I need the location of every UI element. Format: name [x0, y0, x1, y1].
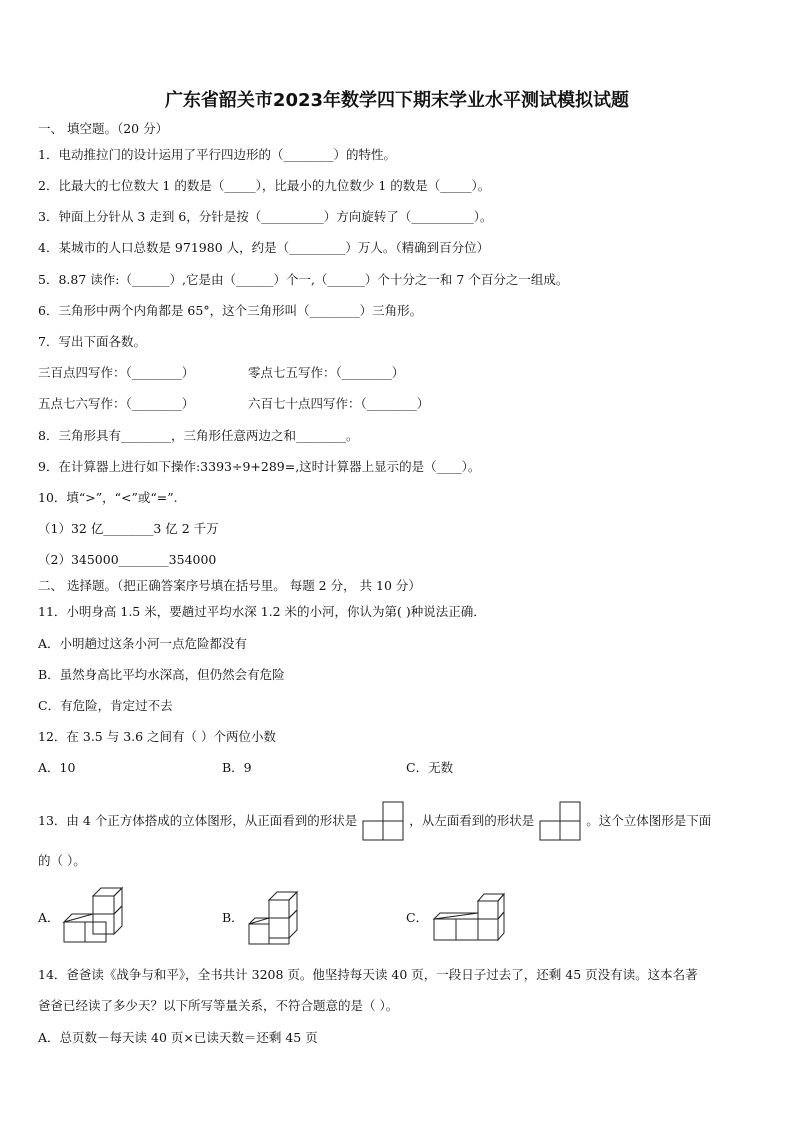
question-8: 8．三角形具有________，三角形任意两边之和________。 [38, 428, 359, 443]
question-7-b: 零点七五写作：（________） [248, 365, 405, 380]
option-b-cube-figure [247, 888, 305, 946]
question-14-line-2: 爸爸已经读了多少天？以下所写等量关系，不符合题意的是（ ）。 [38, 998, 399, 1013]
question-13-option-c-label: C． [406, 910, 429, 925]
question-10: 10．填“>”，“<”或“=”. [38, 490, 178, 505]
question-11-option-a: A．小明趟过这条小河一点危险都没有 [38, 636, 248, 651]
question-7-d: 六百七十点四写作：（________） [248, 396, 430, 411]
question-13-line-2: 的（ ）。 [38, 853, 86, 868]
left-view-figure [538, 801, 582, 841]
question-10-2: （2）345000________354000 [38, 552, 217, 567]
section-choice-heading: 二、 选择题。（把正确答案序号填在括号里。 每题 2 分， 共 10 分） [38, 578, 421, 593]
question-2: 2．比最大的七位数大 1 的数是（_____），比最小的九位数少 1 的数是（_____）。 [38, 178, 491, 193]
question-7-a: 三百点四写作：（________） [38, 365, 195, 380]
question-14: 14．爸爸读《战争与和平》，全书共计 3208 页。他坚持每天读 40 页，一段日子过去了，还剩 45 页没有读。这本名著 [38, 967, 698, 982]
question-13-option-b-label: B． [222, 910, 244, 925]
question-12-option-a: A．10 [38, 760, 76, 775]
question-3: 3．钟面上分针从 3 走到 6，分针是按（__________）方向旋转了（__________）。 [38, 209, 493, 224]
option-c-cube-figure [432, 891, 508, 943]
question-13-part-2: ，从左面看到的形状是 [409, 813, 535, 828]
question-6: 6．三角形中两个内角都是 65°，这个三角形叫（________）三角形。 [38, 303, 423, 318]
question-11: 11．小明身高 1.5 米，要趟过平均水深 1.2 米的小河，你认为第( )种说法正确． [38, 604, 486, 619]
question-11-option-c: C．有危险，肯定过不去 [38, 698, 173, 713]
question-9: 9．在计算器上进行如下操作:3393÷9+289=,这时计算器上显示的是（____）。 [38, 459, 481, 474]
question-13 [38, 801, 711, 841]
question-12-option-c: C．无数 [406, 760, 454, 775]
question-1: 1．电动推拉门的设计运用了平行四边形的（________）的特性。 [38, 147, 396, 162]
page-title: 广东省韶关市2023年数学四下期末学业水平测试模拟试题 [164, 90, 630, 111]
question-12-option-b: B．9 [222, 760, 252, 775]
question-7: 7．写出下面各数。 [38, 334, 146, 349]
question-13-part-1: 13．由 4 个正方体搭成的立体图形，从正面看到的形状是 [38, 813, 358, 828]
question-12: 12．在 3.5 与 3.6 之间有（ ）个两位小数 [38, 729, 277, 744]
question-14-option-a: A．总页数－每天读 40 页×已读天数＝还剩 45 页 [38, 1030, 318, 1045]
question-5: 5．8.87 读作:（______）,它是由（______）个一,（______）个十分之一和 7 个百分之一组成。 [38, 272, 569, 287]
question-4: 4．某城市的人口总数是 971980 人，约是（_________）万人。（精确到百分位） [38, 240, 490, 255]
question-11-option-b: B．虽然身高比平均水深高，但仍然会有危险 [38, 667, 285, 682]
front-view-figure [361, 801, 405, 841]
section-fill-in-heading: 一、 填空题。（20 分） [38, 121, 169, 136]
question-13-part-3: 。这个立体图形是下面 [586, 813, 712, 828]
option-a-cube-figure [62, 885, 126, 947]
question-7-c: 五点七六写作：（________） [38, 396, 195, 411]
question-13-option-a-label: A． [38, 910, 60, 925]
question-10-1: （1）32 亿________3 亿 2 千万 [38, 521, 219, 536]
